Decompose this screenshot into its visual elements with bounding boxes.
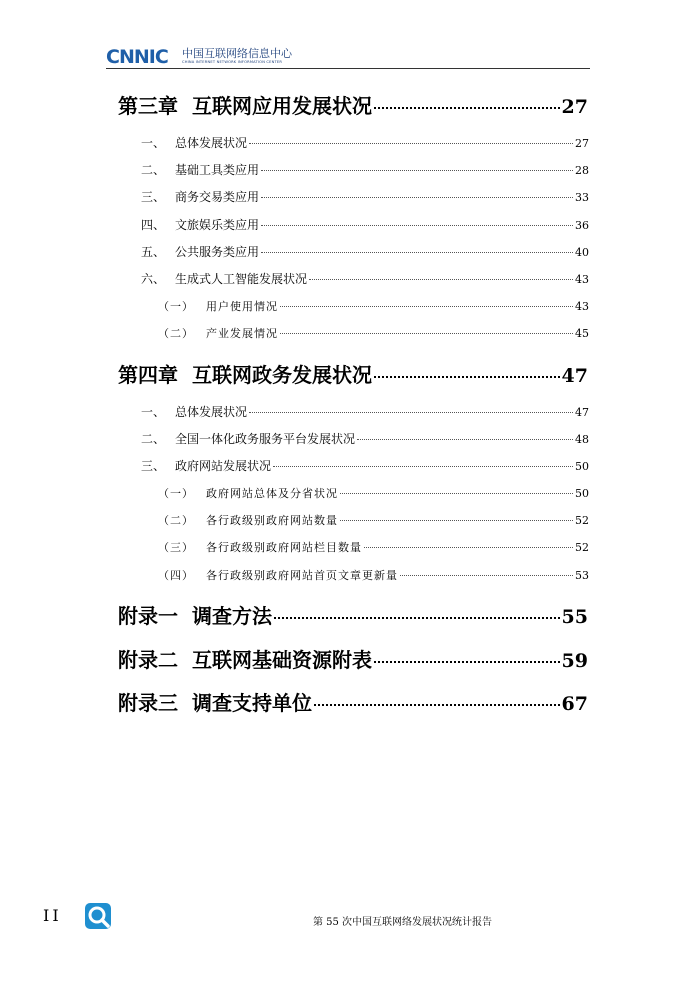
toc-section[interactable] bbox=[141, 243, 589, 260]
toc-subsection[interactable] bbox=[158, 512, 589, 528]
toc-number: 附录二 bbox=[118, 648, 178, 672]
toc-section[interactable] bbox=[141, 216, 589, 233]
toc-page: 52 bbox=[575, 541, 589, 554]
toc-title: 互联网政务发展状况 bbox=[192, 363, 372, 387]
dot-leader bbox=[261, 252, 573, 253]
toc-section[interactable] bbox=[141, 430, 589, 447]
page-number: II bbox=[43, 906, 62, 925]
toc-number: 四、 bbox=[141, 218, 166, 232]
dot-leader bbox=[340, 520, 573, 521]
toc-number: 二、 bbox=[141, 432, 166, 446]
toc-title: 调查支持单位 bbox=[192, 691, 312, 715]
dot-leader bbox=[340, 493, 573, 494]
toc-page: 43 bbox=[575, 273, 589, 286]
toc-title: 全国一体化政务服务平台发展状况 bbox=[175, 432, 356, 446]
toc-page: 47 bbox=[575, 406, 589, 419]
toc-title: 各行政级别政府网站栏目数量 bbox=[206, 541, 362, 554]
toc-subsection[interactable] bbox=[158, 567, 589, 583]
toc-page: 45 bbox=[575, 327, 589, 340]
toc-section[interactable] bbox=[141, 403, 589, 420]
toc-title: 政府网站总体及分省状况 bbox=[206, 487, 338, 500]
toc-page: 67 bbox=[561, 693, 588, 715]
toc-title: 商务交易类应用 bbox=[175, 190, 260, 204]
toc-title: 调查方法 bbox=[192, 604, 272, 628]
toc-page: 28 bbox=[575, 164, 589, 177]
dot-leader bbox=[249, 412, 573, 413]
toc-page: 59 bbox=[561, 650, 588, 672]
toc-title: 总体发展状况 bbox=[175, 136, 248, 150]
toc-number: 一、 bbox=[141, 405, 166, 419]
toc-number: （一） bbox=[158, 487, 194, 500]
dot-leader bbox=[314, 704, 560, 706]
toc-appendix-3[interactable] bbox=[118, 687, 588, 716]
toc-number: 五、 bbox=[141, 245, 166, 259]
toc-title: 生成式人工智能发展状况 bbox=[175, 272, 308, 286]
toc-title: 基础工具类应用 bbox=[175, 163, 260, 177]
toc-appendix-1[interactable] bbox=[118, 600, 588, 629]
toc-page: 50 bbox=[575, 460, 589, 473]
toc-number: 附录一 bbox=[118, 604, 178, 628]
toc-number: 三、 bbox=[141, 459, 166, 473]
toc-number: （三） bbox=[158, 541, 194, 554]
toc-page: 27 bbox=[561, 96, 588, 118]
toc-title: 总体发展状况 bbox=[175, 405, 248, 419]
dot-leader bbox=[400, 575, 573, 576]
toc-section[interactable] bbox=[141, 134, 589, 151]
toc-title: 政府网站发展状况 bbox=[175, 459, 272, 473]
toc-appendix-2[interactable] bbox=[118, 644, 588, 673]
toc-subsection[interactable] bbox=[158, 539, 589, 555]
logo-chinese-name: 中国互联网络信息中心 bbox=[182, 47, 292, 60]
toc-chapter-4[interactable] bbox=[118, 359, 588, 388]
logo-english-name: CHINA INTERNET NETWORK INFORMATION CENTER bbox=[182, 60, 283, 64]
toc-number: 六、 bbox=[141, 272, 166, 286]
toc-subsection[interactable] bbox=[158, 298, 589, 314]
toc-subsection[interactable] bbox=[158, 485, 589, 501]
toc-title: 互联网基础资源附表 bbox=[192, 648, 372, 672]
dot-leader bbox=[374, 661, 560, 663]
toc-page: 53 bbox=[575, 569, 589, 582]
dot-leader bbox=[274, 617, 560, 619]
toc-section[interactable] bbox=[141, 161, 589, 178]
dot-leader bbox=[261, 170, 573, 171]
toc-number: 附录三 bbox=[118, 691, 178, 715]
dot-leader bbox=[374, 107, 560, 109]
toc-title: 互联网应用发展状况 bbox=[192, 94, 372, 118]
dot-leader bbox=[357, 439, 573, 440]
toc-number: （四） bbox=[158, 569, 194, 582]
toc-chapter-3[interactable] bbox=[118, 90, 588, 119]
toc-number: 第三章 bbox=[118, 94, 178, 118]
dot-leader bbox=[249, 143, 573, 144]
toc-section[interactable] bbox=[141, 457, 589, 474]
toc-title: 产业发展情况 bbox=[206, 327, 278, 340]
dot-leader bbox=[374, 376, 560, 378]
toc-page: 55 bbox=[561, 606, 588, 628]
toc-page: 47 bbox=[561, 365, 588, 387]
toc-number: 二、 bbox=[141, 163, 166, 177]
dot-leader bbox=[364, 547, 573, 548]
dot-leader bbox=[261, 197, 573, 198]
report-title: 第 55 次中国互联网络发展状况统计报告 bbox=[312, 917, 493, 928]
dot-leader bbox=[280, 333, 573, 334]
toc-section[interactable] bbox=[141, 270, 589, 287]
toc-page: 33 bbox=[575, 191, 589, 204]
toc-page: 27 bbox=[575, 137, 589, 150]
toc-title: 各行政级别政府网站首页文章更新量 bbox=[206, 569, 398, 582]
toc-title: 各行政级别政府网站数量 bbox=[206, 514, 338, 527]
toc-subsection[interactable] bbox=[158, 325, 589, 341]
toc-number: 三、 bbox=[141, 190, 166, 204]
toc-page: 50 bbox=[575, 487, 589, 500]
page-header bbox=[106, 46, 590, 69]
toc-section[interactable] bbox=[141, 188, 589, 205]
toc-page: 36 bbox=[575, 219, 589, 232]
toc-title: 文旅娱乐类应用 bbox=[175, 218, 260, 232]
toc-number: 第四章 bbox=[118, 363, 178, 387]
footer-title bbox=[0, 913, 695, 928]
toc-title: 用户使用情况 bbox=[206, 300, 278, 313]
toc-number: （一） bbox=[158, 300, 194, 313]
toc-title: 公共服务类应用 bbox=[175, 245, 260, 259]
toc-number: （二） bbox=[158, 514, 194, 527]
toc-page: 40 bbox=[575, 246, 589, 259]
dot-leader bbox=[280, 306, 573, 307]
dot-leader bbox=[309, 279, 573, 280]
toc-page: 52 bbox=[575, 514, 589, 527]
dot-leader bbox=[273, 466, 573, 467]
toc-page: 48 bbox=[575, 433, 589, 446]
toc-page: 43 bbox=[575, 300, 589, 313]
dot-leader bbox=[261, 225, 573, 226]
toc-number: 一、 bbox=[141, 136, 166, 150]
cnnic-logo: CNNIC bbox=[106, 46, 168, 68]
toc-number: （二） bbox=[158, 327, 194, 340]
